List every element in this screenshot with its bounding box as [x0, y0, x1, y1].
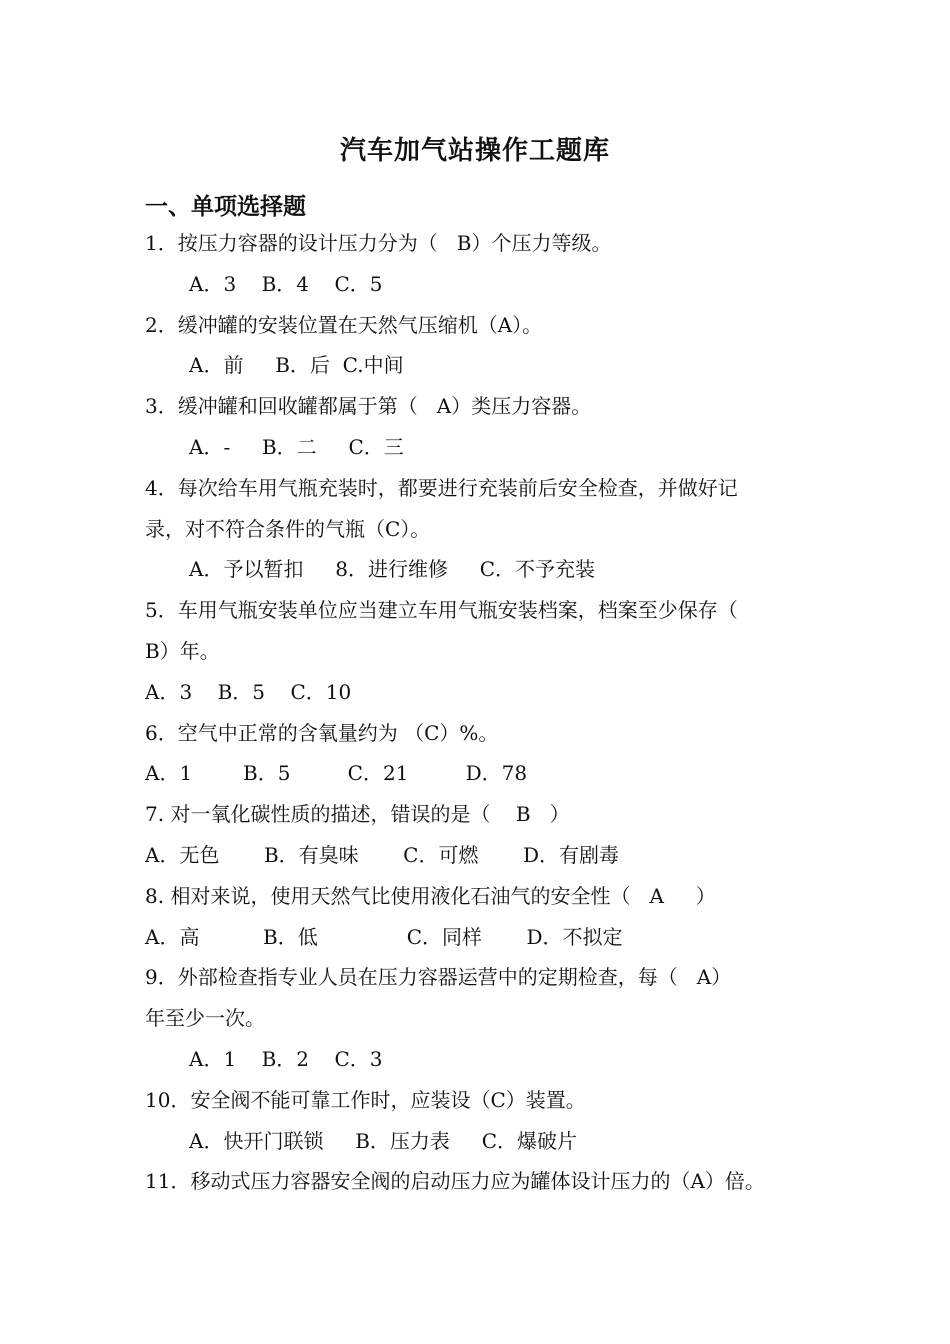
answer-options-line: A．1 B．2 C．3: [189, 1046, 383, 1071]
question-text-line: 8. 相对来说，使用天然气比使用液化石油气的安全性（ A ）: [145, 883, 716, 908]
answer-options-line: A．前 B．后 C.中间: [189, 353, 404, 378]
question-text-line: 11．移动式压力容器安全阀的启动压力应为罐体设计压力的（A）倍。: [145, 1169, 765, 1194]
answer-options-line: A．3 B．4 C．5: [189, 271, 383, 296]
answer-options-line: A．予以暂扣 8．进行维修 C．不予充装: [189, 557, 596, 582]
question-text-line: 1．按压力容器的设计压力分为（ B）个压力等级。: [145, 231, 612, 255]
question-text-line: 2．缓冲罐的安装位置在天然气压缩机（A）。: [145, 312, 543, 337]
question-text-line: 6．空气中正常的含氧量约为 （C）%。: [145, 720, 499, 745]
question-text-line: 4．每次给车用气瓶充装时，都要进行充装前后安全检查，并做好记: [145, 475, 738, 500]
question-text-line: 7. 对一氧化碳性质的描述，错误的是（ B ）: [145, 802, 570, 827]
question-text-line: B）年。: [145, 638, 220, 663]
section-heading: 一、单项选择题: [145, 194, 306, 220]
question-text-line: A．无色 B．有臭味 C．可燃 D．有剧毒: [145, 842, 619, 867]
question-text-line: 年至少一次。: [145, 1006, 265, 1031]
question-text-line: 3．缓冲罐和回收罐都属于第（ A）类压力容器。: [145, 394, 592, 419]
question-text-line: 录，对不符合条件的气瓶（C）。: [145, 516, 431, 541]
question-text-line: 9．外部检查指专业人员在压力容器运营中的定期检查，每（ A）: [145, 965, 732, 990]
answer-options-line: A．- B．二 C．三: [189, 434, 404, 459]
question-text-line: 5．车用气瓶安装单位应当建立车用气瓶安装档案，档案至少保存（: [145, 598, 738, 623]
question-list: [145, 223, 825, 1202]
question-text-line: A．3 B．5 C．10: [145, 679, 352, 704]
question-text-line: A．1 B．5 C．21 D．78: [145, 761, 528, 786]
document-title: 汽车加气站操作工题库: [339, 136, 610, 166]
answer-options-line: A．快开门联锁 B．压力表 C．爆破片: [189, 1128, 578, 1153]
question-text-line: A．高 B．低 C．同样 D．不拟定: [145, 924, 623, 949]
question-text-line: 10．安全阀不能可靠工作时，应装设（C）装置。: [145, 1087, 586, 1112]
